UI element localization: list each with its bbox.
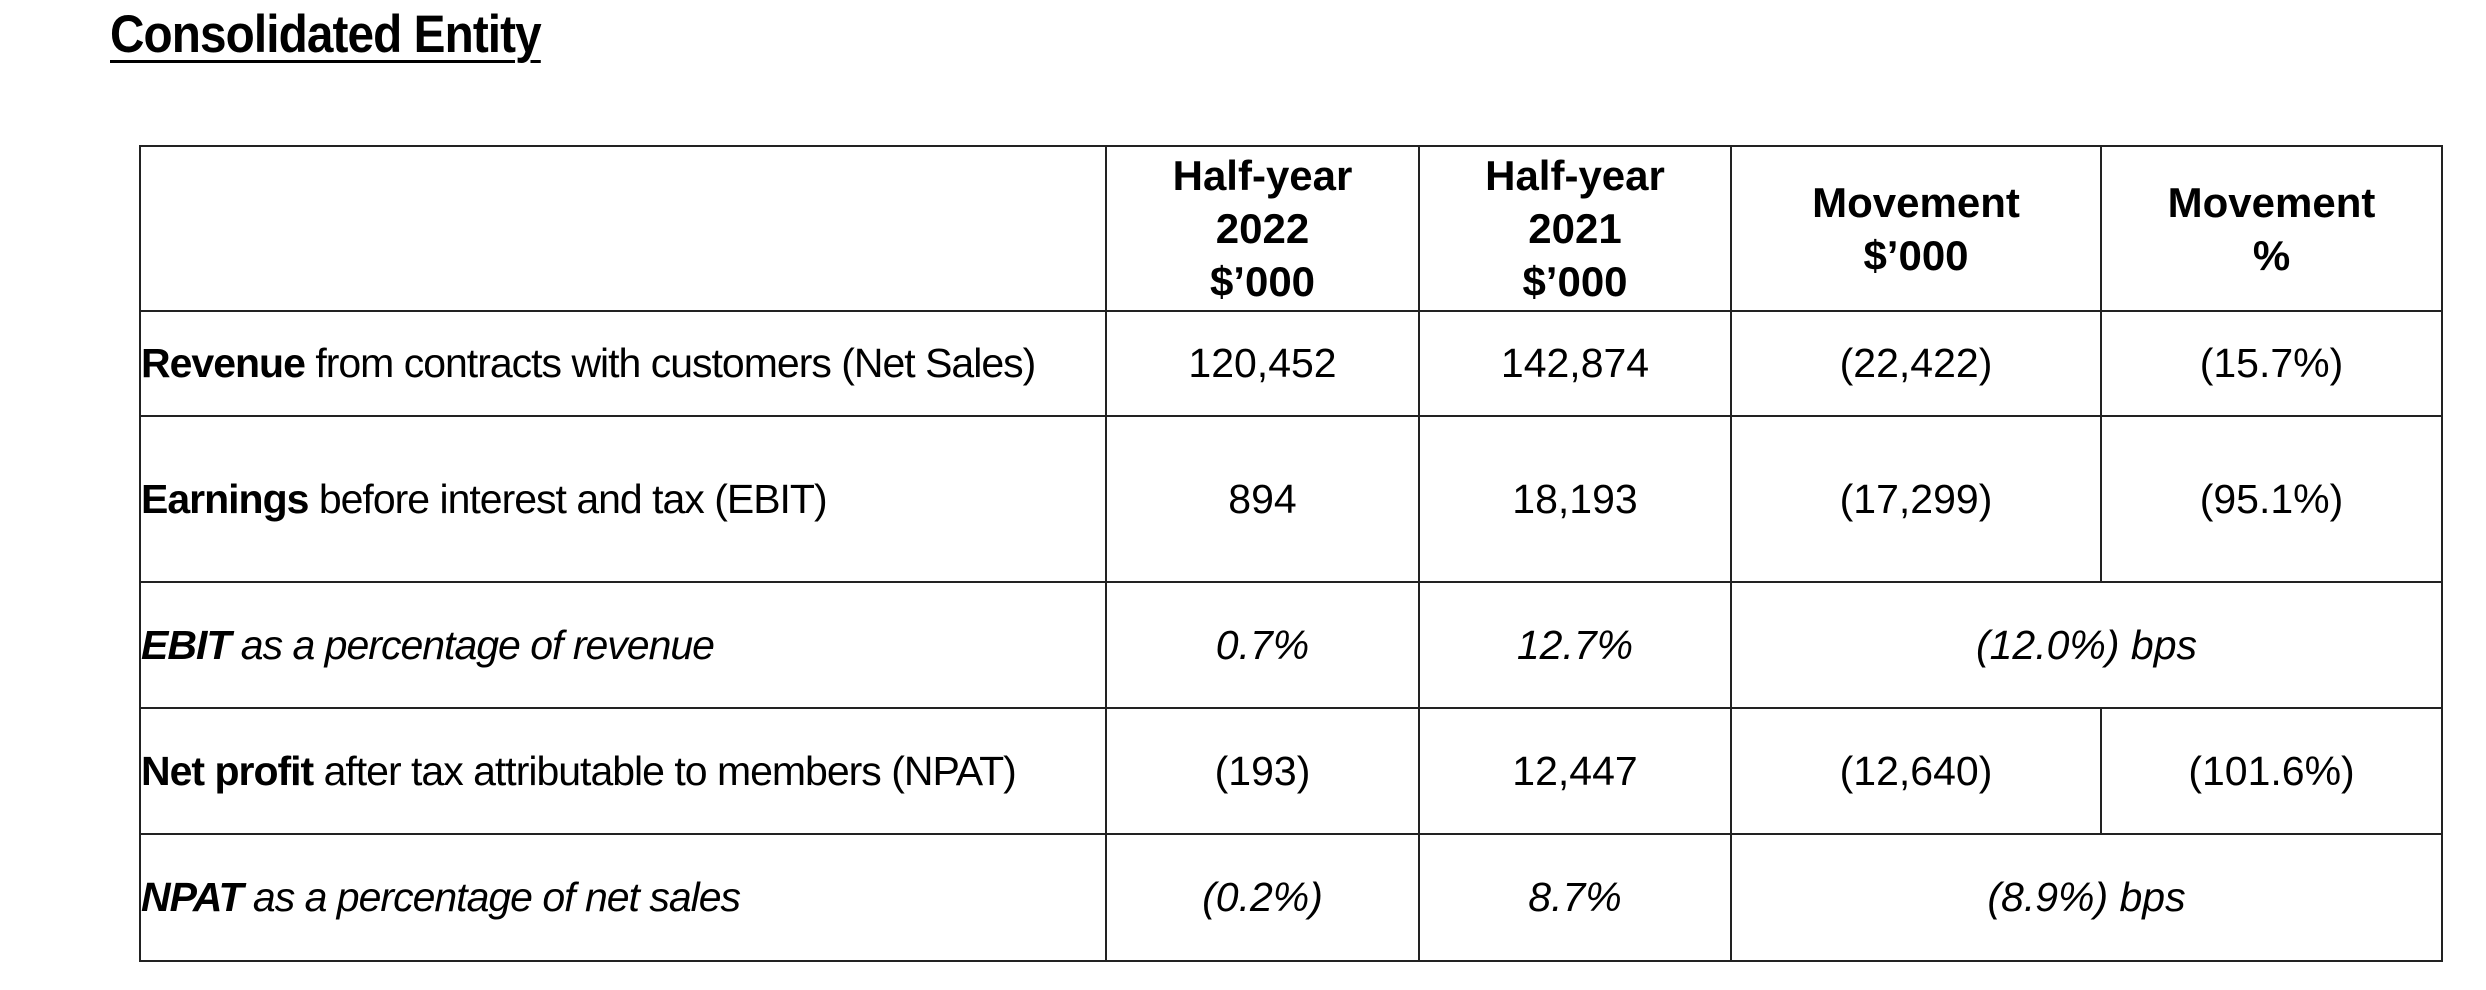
row-label-bold: Revenue	[141, 340, 305, 386]
cell-hy2022: (0.2%)	[1106, 834, 1419, 961]
row-label-bold: EBIT	[141, 621, 231, 668]
cell-movement: (17,299)	[1731, 416, 2101, 582]
header-half-year-2021	[1419, 146, 1731, 311]
cell-hy2021: 8.7%	[1419, 834, 1731, 961]
header-line: $’000	[1522, 258, 1628, 305]
header-line: Movement	[2167, 178, 2376, 226]
cell-movement-pct: (95.1%)	[2101, 416, 2442, 582]
table-header-row	[140, 146, 2442, 311]
cell-hy2021: 142,874	[1419, 311, 1731, 416]
cell-hy2022: (193)	[1106, 708, 1419, 834]
row-label-text: from contracts with customers (Net Sales)	[304, 340, 1036, 386]
table-row-ebit-percentage	[140, 582, 2442, 708]
cell-hy2022: 120,452	[1106, 311, 1419, 416]
cell-movement: (22,422)	[1731, 311, 2101, 416]
header-line: Half-year	[1485, 152, 1665, 199]
header-line: 2021	[1528, 205, 1622, 252]
header-half-year-2022	[1106, 146, 1419, 311]
table-row-npat	[140, 708, 2442, 834]
header-line: %	[2252, 231, 2291, 279]
row-label	[140, 416, 1106, 582]
row-label	[140, 834, 1106, 961]
header-line: $’000	[1863, 231, 1969, 279]
table-row-ebit	[140, 416, 2442, 582]
row-label-bold: NPAT	[141, 874, 243, 920]
page-title: Consolidated Entity	[110, 5, 541, 64]
cell-hy2022: 0.7%	[1106, 582, 1419, 708]
row-label-bold: Net profit	[141, 747, 314, 794]
header-line: Movement	[1812, 178, 2020, 226]
row-label	[140, 708, 1106, 834]
cell-hy2021: 18,193	[1419, 416, 1731, 582]
cell-movement-pct: (101.6%)	[2101, 708, 2442, 834]
header-empty-cell	[140, 146, 1106, 311]
header-line: Half-year	[1172, 152, 1353, 199]
cell-movement-pct: (15.7%)	[2101, 311, 2442, 416]
header-line: 2022	[1215, 205, 1310, 252]
financial-summary-table	[139, 145, 2443, 962]
cell-movement: (12,640)	[1731, 708, 2101, 834]
row-label-text: before interest and tax (EBIT)	[308, 475, 827, 522]
header-movement-percent	[2101, 146, 2442, 311]
row-label	[140, 582, 1106, 708]
cell-movement-merged: (12.0%) bps	[1731, 582, 2442, 708]
cell-movement-merged: (8.9%) bps	[1731, 834, 2442, 961]
header-line: $’000	[1209, 258, 1316, 305]
row-label-text: as a percentage of net sales	[242, 874, 741, 920]
table-row-npat-percentage	[140, 834, 2442, 961]
table-row-revenue	[140, 311, 2442, 416]
cell-hy2021: 12,447	[1419, 708, 1731, 834]
row-label-bold: Earnings	[141, 475, 309, 522]
row-label	[140, 311, 1106, 416]
row-label-text: as a percentage of revenue	[230, 621, 714, 668]
cell-hy2022: 894	[1106, 416, 1419, 582]
cell-hy2021: 12.7%	[1419, 582, 1731, 708]
header-movement-amount	[1731, 146, 2101, 311]
row-label-text: after tax attributable to members (NPAT)	[313, 747, 1016, 794]
